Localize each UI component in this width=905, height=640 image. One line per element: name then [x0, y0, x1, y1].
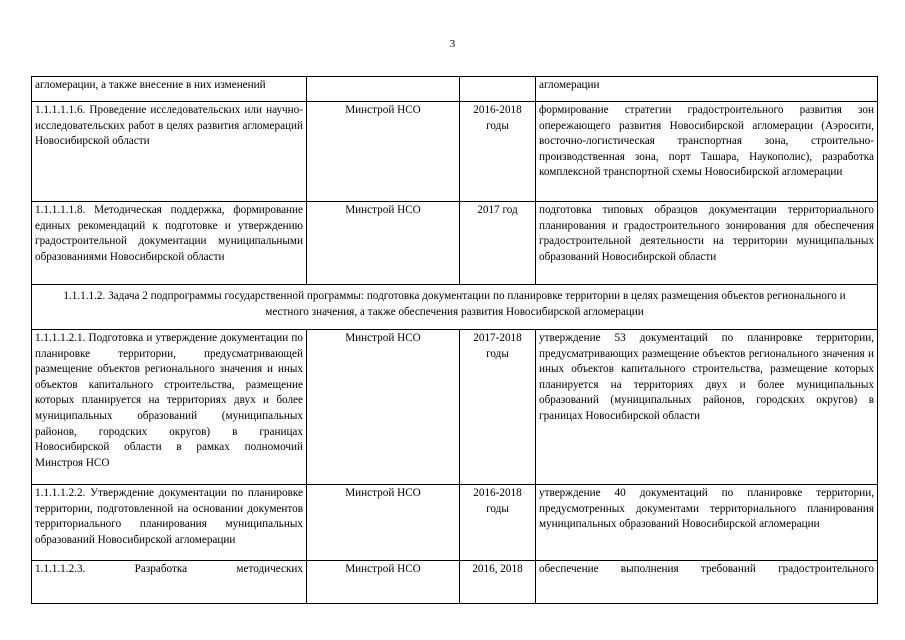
result-cell: агломерации — [536, 77, 878, 102]
result-cell: утверждение 40 документаций по планировке территории, предусмотренных документами территориального планирования муниципальных образований Новосибирской агломерации — [536, 485, 878, 561]
executor-cell: Минстрой НСО — [307, 202, 460, 285]
period-cell: 2017 год — [460, 202, 536, 285]
table-row — [32, 485, 878, 561]
executor-cell: Минстрой НСО — [307, 102, 460, 202]
table-row — [32, 202, 878, 285]
period-cell: 2016-2018 годы — [460, 485, 536, 561]
measure-cell: 1.1.1.1.2.3. Разработка методических — [32, 561, 307, 604]
table-row — [32, 102, 878, 202]
table-row — [32, 330, 878, 485]
section-row — [32, 285, 878, 330]
period-cell: 2016, 2018 — [460, 561, 536, 604]
measure-cell: 1.1.1.1.2.2. Утверждение документации по планировке территории, подготовленной на основании документов территориального планирования муниципальных образований Новосибирской агломерации — [32, 485, 307, 561]
period-cell: 2017-2018 годы — [460, 330, 536, 485]
result-cell: формирование стратегии градостроительного развития зон опережающего развития Новосибирской агломерации (Аэросити, восточно-логистическая транспортная зона, строительно-производственная зона, порт Ташара, Наукополис), разработка комплексной транспортной схемы Новосибирской агломерации — [536, 102, 878, 202]
executor-cell: Минстрой НСО — [307, 485, 460, 561]
page-number: 3 — [449, 38, 456, 50]
executor-cell — [307, 77, 460, 102]
section-heading: 1.1.1.1.2. Задача 2 подпрограммы государственной программы: подготовка документации по планировке территории в целях размещения объектов регионального и местного значения, а также обеспечения развития Новосибирской агломерации — [32, 285, 878, 330]
table-row — [32, 561, 878, 604]
period-cell: 2016-2018 годы — [460, 102, 536, 202]
result-cell: обеспечение выполнения требований градостроительного — [536, 561, 878, 604]
result-cell: утверждение 53 документаций по планировке территории, предусматривающих размещение объектов регионального значения и иных объектов капитального строительства, размещение которых планируется на территориях двух и более муниципальных образований (муниципальных районов, городских округов) в границах Новосибирской области — [536, 330, 878, 485]
measure-cell: агломерации, а также внесение в них изменений — [32, 77, 307, 102]
executor-cell: Минстрой НСО — [307, 561, 460, 604]
measure-cell: 1.1.1.1.1.6. Проведение исследовательских или научно-исследовательских работ в целях развития агломераций Новосибирской области — [32, 102, 307, 202]
period-cell — [460, 77, 536, 102]
measure-cell: 1.1.1.1.1.8. Методическая поддержка, формирование единых рекомендаций к подготовке и утверждению градостроительной документации муниципальными образованиями Новосибирской области — [32, 202, 307, 285]
result-cell: подготовка типовых образцов документации территориального планирования и градостроительного зонирования для обеспечения градостроительной деятельности на территории муниципальных образований Новосибирской области — [536, 202, 878, 285]
executor-cell: Минстрой НСО — [307, 330, 460, 485]
measure-cell: 1.1.1.1.2.1. Подготовка и утверждение документации по планировке территории, предусматривающей размещение объектов регионального значения и иных объектов капитального строительства, размещение которых планируется на территориях двух и более муниципальных образований (муниципальных районов, городских округов) в границах Новосибирской области в рамках полномочий Минстроя НСО — [32, 330, 307, 485]
table-row — [32, 77, 878, 102]
program-table — [31, 76, 878, 604]
